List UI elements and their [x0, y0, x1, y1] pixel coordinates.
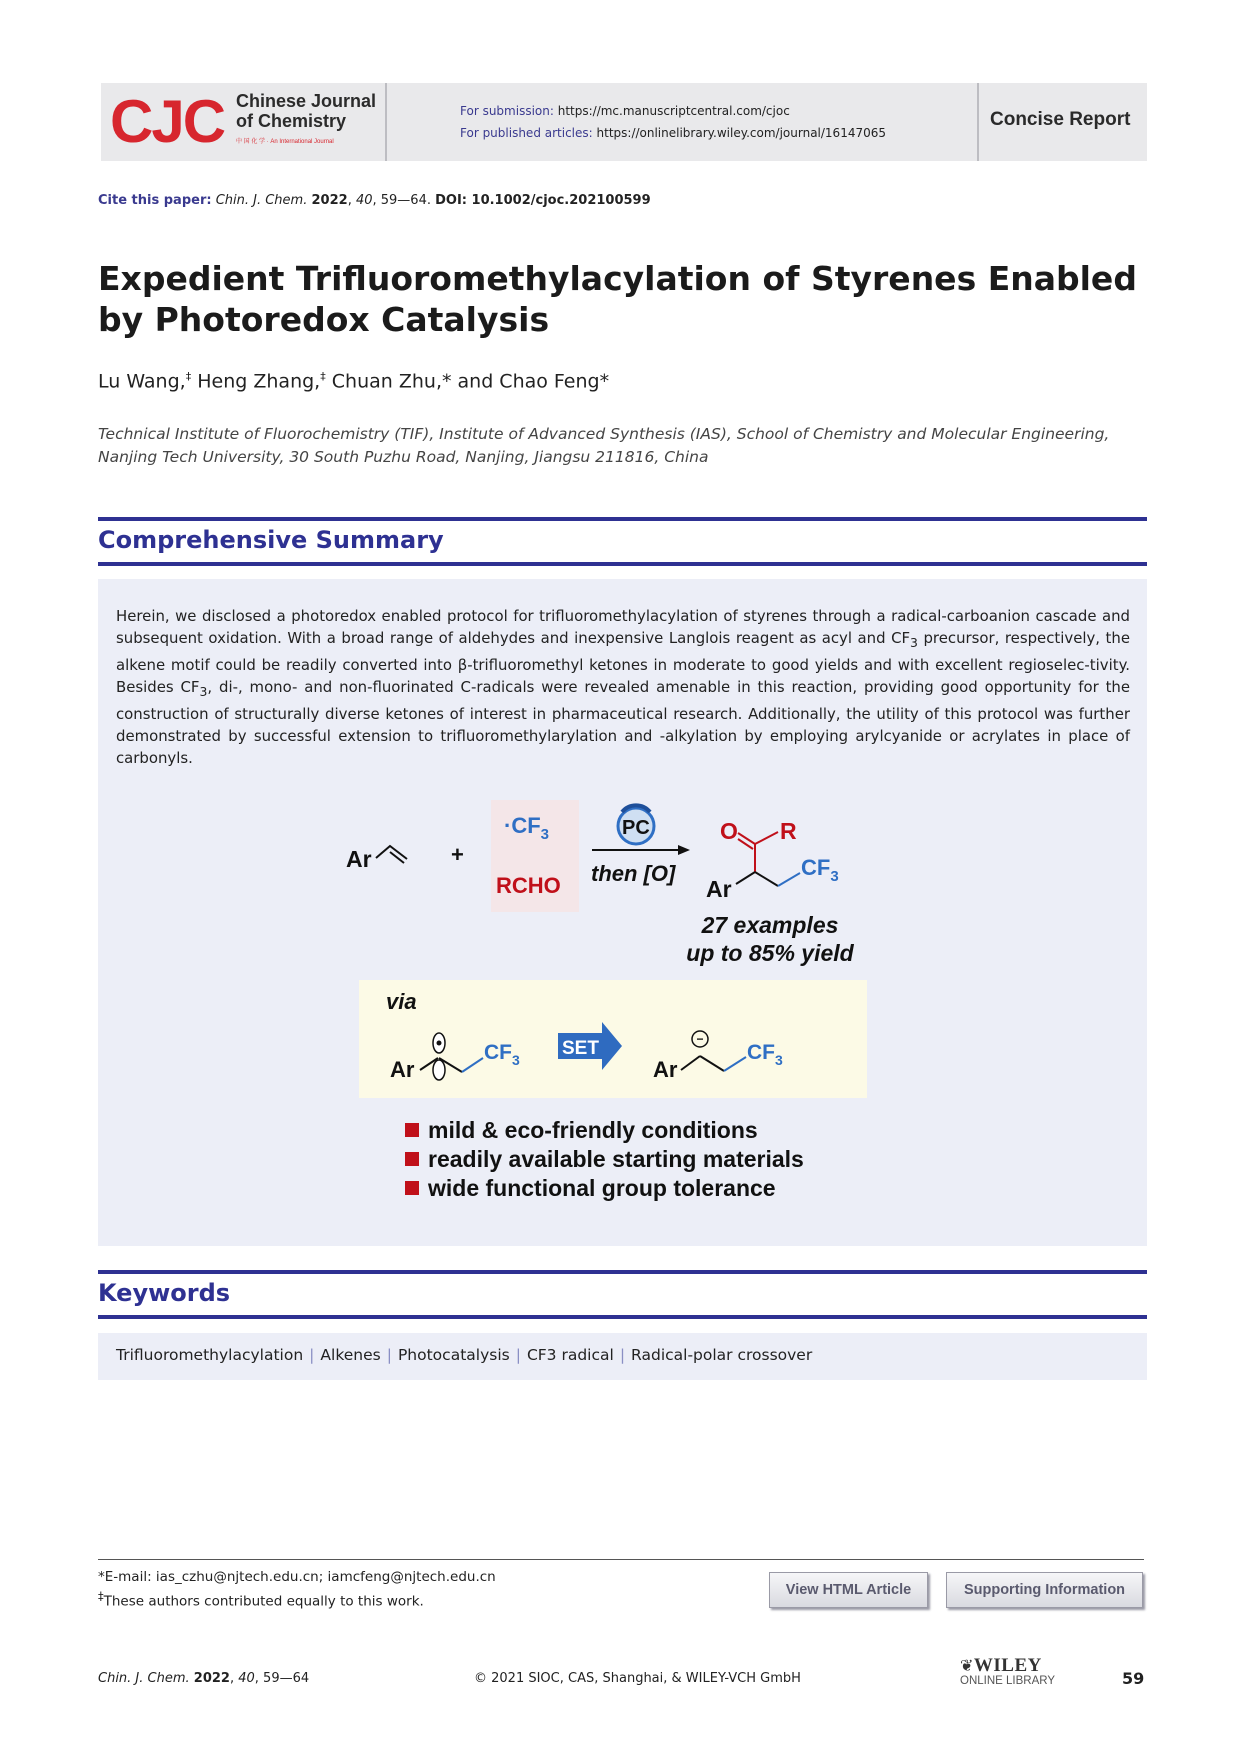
- copyright: © 2021 SIOC, CAS, Shanghai, & WILEY-VCH GmbH: [474, 1671, 801, 1686]
- carbonyl-bond: [738, 833, 755, 844]
- journal-tagline: 中 国 化 学 · An International Journal: [236, 139, 334, 145]
- published-label: For published articles:: [460, 126, 593, 140]
- banner-divider: [385, 83, 387, 161]
- publisher-logo: [960, 1655, 1070, 1687]
- email-footnote: *E-mail: ias_czhu@njtech.edu.cn; iamcfeng@njtech.edu.cn: [98, 1569, 496, 1585]
- summary-text: [116, 605, 1130, 769]
- summary-text-part1: Herein, we disclosed a photoredox enabled protocol for trifluoromethylacylation of styrenes through a radical-carboanion cascade and subsequent oxidation. With a broad range of aldehydes and inexpensive Langlois reagent as acyl and CF: [116, 607, 1130, 647]
- keyword-item: Alkenes: [320, 1346, 381, 1364]
- author-list: [98, 370, 609, 392]
- journal-name: [236, 91, 376, 131]
- alkene-double-bond: [390, 852, 404, 863]
- keyword-item: Photocatalysis: [397, 1346, 510, 1364]
- published-link[interactable]: https://onlinelibrary.wiley.com/journal/16147065: [596, 126, 887, 140]
- set-label: SET: [562, 1038, 599, 1059]
- keywords-heading: Keywords: [98, 1279, 231, 1307]
- submission-label: For submission:: [460, 104, 554, 118]
- section-rule: [98, 1315, 1147, 1319]
- journal-logo: CJC: [110, 88, 225, 155]
- keyword-separator: |: [515, 1346, 521, 1364]
- equal-contribution-footnote: [98, 1587, 496, 1612]
- submission-line: [460, 102, 790, 120]
- bullet-square: [405, 1181, 419, 1195]
- bullet-square: [405, 1152, 419, 1166]
- keyword-item: Trifluoromethylacylation: [116, 1346, 304, 1364]
- product-aryl: Ar: [706, 876, 732, 902]
- equal-contribution-text: These authors contributed equally to this work.: [103, 1593, 424, 1610]
- radical-cf3: $CF_3$: [484, 1041, 520, 1068]
- keyword-item: CF3 radical: [526, 1346, 614, 1364]
- feature-text: mild & eco-friendly conditions: [428, 1117, 758, 1143]
- publisher-name: ❦WILEY: [960, 1655, 1042, 1676]
- cf3-bond: [778, 873, 800, 886]
- published-line: [460, 124, 886, 142]
- aryl-bond: [736, 872, 755, 884]
- via-label: via: [386, 989, 417, 1014]
- citation-journal: Chin. J. Chem.: [215, 193, 308, 208]
- feature-bullet: [405, 1117, 758, 1144]
- page-number: 59: [1122, 1669, 1145, 1688]
- citation-year: 2022: [311, 193, 348, 208]
- view-html-article-button[interactable]: View HTML Article: [769, 1572, 928, 1608]
- article-type: Concise Report: [990, 109, 1131, 130]
- keyword-separator: |: [386, 1346, 392, 1364]
- footer-pages: , 59—64: [254, 1671, 310, 1686]
- footer-journal: Chin. J. Chem.: [98, 1671, 190, 1686]
- product-cf3: $CF_3$: [801, 855, 839, 885]
- citation-line: Cite this paper: Chin. J. Chem. 2022, 40, 59—64. DOI: 10.1002/cjoc.202100599: [98, 193, 651, 208]
- author-mark: ‡: [185, 370, 192, 383]
- reaction-condition: then [O]: [591, 861, 676, 886]
- radical-aryl: Ar: [390, 1057, 415, 1082]
- plus-sign: +: [451, 842, 464, 867]
- footer-year: 2022: [193, 1671, 230, 1686]
- keyword-item: Radical-polar crossover: [631, 1346, 813, 1364]
- minus-sign: −: [696, 1032, 704, 1046]
- summary-text-part3: , di-, mono- and non-fluorinated C-radicals were revealed amenable in this reaction, providing good opportunity for the construction of structurally diverse ketones of interest in pharmaceutical research. Additionally, the utility of this protocol was further demonstrated by successful extension to trifluoromethylarylation and -alkylation by employing arylcyanide or acrylates in place of carbonyls.: [116, 677, 1131, 767]
- author-name: Heng Zhang,: [197, 370, 321, 393]
- r-group: R: [780, 818, 797, 844]
- keyword-list: [116, 1346, 812, 1364]
- cf3-radical: $\cdot CF_3$: [504, 813, 549, 843]
- author-name: Lu Wang,: [98, 370, 186, 393]
- author-name: Chuan Zhu,* and Chao Feng*: [331, 370, 610, 393]
- publisher-subtitle: ONLINE LIBRARY: [960, 1675, 1056, 1687]
- p-orbital-bottom: [433, 1060, 445, 1080]
- citation-volume: 40: [355, 193, 373, 208]
- backbone-bond: [755, 872, 778, 886]
- publisher-emblem-icon: ❦: [960, 1656, 974, 1675]
- feature-bullet: [405, 1175, 776, 1202]
- footnote-mark: ‡: [98, 1590, 104, 1603]
- catalyst-label: PC: [622, 817, 650, 839]
- aryl-label: Ar: [346, 846, 372, 872]
- oxygen-atom: O: [720, 818, 738, 844]
- anion-aryl: Ar: [653, 1057, 678, 1082]
- arrow-head: [678, 845, 690, 855]
- radical-dot: [437, 1041, 442, 1046]
- yield-range: up to 85% yield: [686, 940, 854, 966]
- affiliation: Technical Institute of Fluorochemistry (TIF), Institute of Advanced Synthesis (IAS), School of Chemistry and Molecular Engineering, Nanjing Tech University, 30 South Puzhu Road, Nanjing, Jiangsu 211816, China: [98, 425, 1110, 466]
- subscript: 3: [910, 634, 918, 650]
- section-rule: [98, 517, 1147, 521]
- section-rule: [98, 1270, 1147, 1274]
- subscript: 3: [199, 683, 208, 699]
- submission-link[interactable]: https://mc.manuscriptcentral.com/cjoc: [557, 104, 790, 118]
- author-mark: ‡: [320, 370, 326, 383]
- feature-text: readily available starting materials: [428, 1146, 804, 1172]
- keyword-separator: |: [619, 1346, 626, 1364]
- summary-text-part2: precursor, respectively, the alkene motif could be readily converted into β-trifluoromethyl ketones in moderate to good yields and with excellent regioselec-tivity. Besides CF: [116, 629, 1130, 696]
- citation-pages: , 59—64.: [372, 193, 431, 208]
- journal-name-line1: Chinese Journal: [236, 91, 377, 111]
- example-count: 27 examples: [701, 912, 839, 938]
- feature-bullet: [405, 1146, 804, 1173]
- footnotes: [98, 1568, 496, 1612]
- bullet-square: [405, 1123, 419, 1137]
- section-rule: [98, 562, 1147, 566]
- summary-heading: Comprehensive Summary: [98, 526, 444, 554]
- keyword-separator: |: [309, 1346, 315, 1364]
- footnote-rule: [98, 1559, 1144, 1560]
- journal-name-line2: of Chemistry: [236, 111, 347, 131]
- aldehyde: RCHO: [496, 873, 561, 898]
- article-title: Expedient Trifluoromethylacylation of Styrenes Enabled by Photoredox Catalysis: [98, 259, 1137, 339]
- citation-label: Cite this paper:: [98, 193, 212, 208]
- citation-doi[interactable]: DOI: 10.1002/cjoc.202100599: [435, 193, 651, 208]
- supporting-information-button[interactable]: Supporting Information: [946, 1572, 1143, 1608]
- footer-volume: 40: [238, 1671, 255, 1686]
- anion-cf3: $CF_3$: [747, 1041, 783, 1068]
- acyl-bond: [755, 832, 778, 844]
- feature-text: wide functional group tolerance: [428, 1175, 776, 1201]
- banner-divider: [977, 83, 979, 161]
- footer-citation: Chin. J. Chem. 2022, 40, 59—64: [98, 1671, 310, 1686]
